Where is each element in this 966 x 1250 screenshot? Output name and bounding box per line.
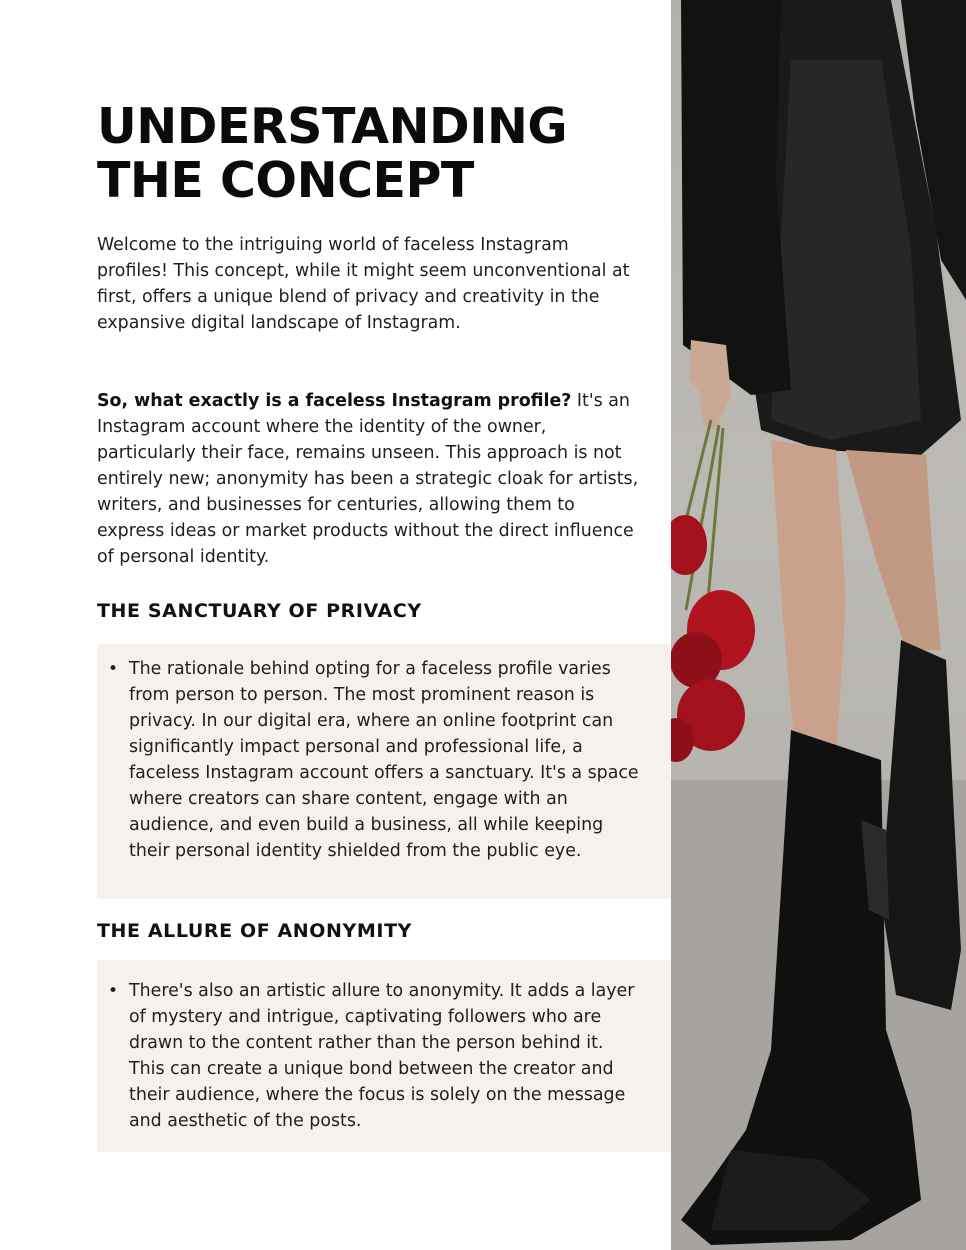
callout-privacy [97,644,671,899]
page-title [97,100,657,208]
fashion-photo-illustration [671,0,966,1250]
title-line-1: UNDERSTANDING [97,98,568,155]
anonymity-bullet-text: There's also an artistic allure to anonymity. It adds a layer of mystery and intrigue, captivating followers who are drawn to the content rather than the person behind it. This can create a unique bond between the creator and their audience, where the focus is solely on the message and aesthetic of the posts. [129,981,635,1131]
intro-paragraph: Welcome to the intriguing world of faceless Instagram profiles! This concept, while it might seem unconventional at first, offers a unique blend of privacy and creativity in the expansive digital landscape of Instagram. [97,235,630,333]
privacy-bullet-text: The rationale behind opting for a faceless profile varies from person to person. The most prominent reason is privacy. In our digital era, where an online footprint can significantly impact personal and professional life, a faceless Instagram account offers a sanctuary. It's a space where creators can share content, engage with an audience, and even build a business, all while keeping their personal identity shielded from the public eye. [129,659,639,861]
definition-paragraph [97,388,642,570]
privacy-list [108,656,643,864]
bullet-marker: • [108,659,119,679]
anonymity-list [108,978,643,1134]
bullet-marker: • [108,981,119,1001]
section-heading-privacy: THE SANCTUARY OF PRIVACY [97,600,422,622]
anonymity-list-item [108,978,643,1134]
privacy-list-item [108,656,643,864]
definition-answer: It's an Instagram account where the identity of the owner, particularly their face, remains unseen. This approach is not entirely new; anonymity has been a strategic cloak for artists, writers, and businesses for centuries, allowing them to express ideas or market products without the direct influence of personal identity. [97,391,639,567]
fashion-photo [671,0,966,1250]
definition-question: So, what exactly is a faceless Instagram profile? [97,391,572,411]
callout-anonymity [97,960,671,1152]
title-line-2: THE CONCEPT [97,152,474,209]
section-heading-anonymity: THE ALLURE OF ANONYMITY [97,920,413,942]
